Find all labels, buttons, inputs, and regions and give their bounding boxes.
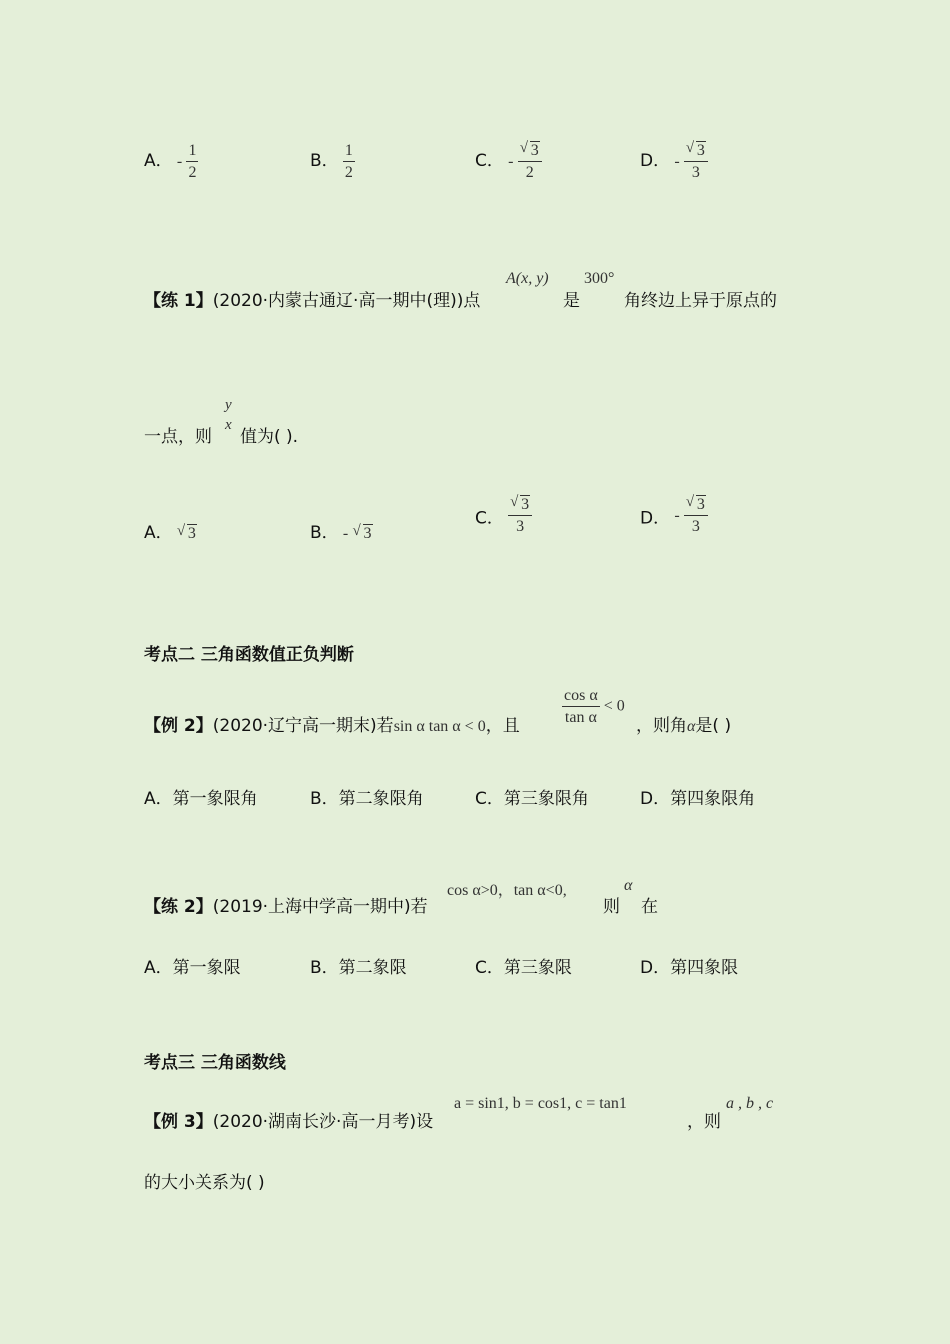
lian1-question [144,286,480,311]
denominator: 2 [525,164,534,181]
alpha-symbol: α [624,877,633,894]
denominator: tan α [564,709,597,726]
question-tag: 【练 1】 [144,291,213,311]
word-is: 是 [563,291,580,311]
li2-option-d: D．第四象限角 [640,789,756,809]
text: 在 [641,897,658,917]
variable-definitions: a = sin1, b = cos1, c = tan1 [454,1095,627,1112]
text: 值为( ). [240,427,299,447]
fraction [684,143,708,181]
li3-question-line2: 的大小关系为( ) [144,1173,265,1193]
sqrt [510,497,530,513]
radicand: 3 [187,525,196,542]
numerator: y [225,397,232,413]
option-label: A． [144,150,173,171]
question-source: (2020·内蒙古通辽·高一期中(理))点 [212,291,481,311]
fraction-cos-over-tan [562,688,625,726]
question-tag: 【练 2】 [144,897,213,917]
lian2-option-d: D．第四象限 [640,958,739,978]
fraction [518,143,542,181]
option-label: C． [475,508,504,529]
li2-option-a: A．第一象限角 [144,789,258,809]
section-heading: 考点三 三角函数线 [144,1053,286,1073]
fraction [186,143,198,181]
li2-question-end [636,711,731,736]
radicand: 3 [696,496,705,513]
minus-sign: - [674,506,680,524]
option-label: D． [640,508,671,529]
q0-option-a [144,143,198,181]
radicand: 3 [363,525,372,542]
lian2-question [144,892,428,917]
denominator: 3 [691,518,700,535]
point-expression: A(x, y) [506,270,549,287]
q0-option-d [640,143,708,181]
option-label: B． [310,150,339,171]
minus-sign: - [342,525,349,542]
li3-question [144,1107,433,1132]
text: ，则 [687,1112,721,1132]
option-label: B． [310,523,339,543]
option-label: D． [640,150,671,171]
fraction-y-over-x [223,398,234,433]
numerator: cos α [562,688,600,707]
less-than-zero: < 0 [603,697,625,715]
radicand: 3 [521,496,530,513]
lian1-option-a [144,518,197,543]
numerator: 1 [343,143,355,162]
text: 则 [603,897,620,917]
sqrt [177,525,197,543]
sqrt [353,525,373,543]
variable-list: a , b , c [726,1095,774,1112]
question-tag: 【例 3】 [144,1112,213,1132]
option-label: C． [475,150,504,171]
minus-sign: - [508,152,514,170]
lian2-option-b: B．第二象限 [310,958,407,978]
li2-option-c: C．第三象限角 [475,789,589,809]
lian1-question-line2 [144,422,212,447]
q0-option-c [475,143,542,181]
question-source: (2019·上海中学高一期中)若 [212,897,428,917]
radicand: 3 [530,142,539,159]
li2-question [144,711,520,736]
condition-expression: sin α tan α < 0 [393,718,486,735]
question-text-rest: 角终边上异于原点的 [624,291,777,311]
text: ，则角 [636,716,687,736]
question-source: (2020·湖南长沙·高一月考)设 [212,1112,434,1132]
denominator: 2 [344,164,353,181]
sqrt [686,497,706,513]
lian1-option-b [310,518,373,543]
li2-option-b: B．第二象限角 [310,789,424,809]
minus-sign: - [674,152,680,170]
fraction [343,143,355,181]
text: 一点，则 [144,427,212,447]
numerator: 1 [186,143,198,162]
question-tag: 【例 2】 [144,716,213,736]
sqrt [686,143,706,159]
lian2-option-c: C．第三象限 [475,958,572,978]
section-heading: 考点二 三角函数值正负判断 [144,645,354,665]
denominator: x [225,417,232,433]
condition-expression: cos α>0，tan α<0, [447,882,567,899]
minus-sign: - [176,152,183,170]
option-label: A． [144,523,173,543]
lian1-option-c [475,497,532,535]
denominator: 3 [516,518,525,535]
alpha-symbol: α [687,718,696,735]
lian2-option-a: A．第一象限 [144,958,241,978]
lian1-option-d [640,497,708,535]
fraction [508,497,532,535]
denominator: 3 [691,164,700,181]
text: ，且 [485,716,520,736]
question-source: (2020·辽宁高一期末)若 [212,716,394,736]
sqrt [520,143,540,159]
angle-value: 300° [584,270,615,287]
fraction [684,497,708,535]
text: 是( ) [695,716,732,736]
denominator: 2 [188,164,197,181]
radicand: 3 [696,142,705,159]
q0-option-b [310,143,355,181]
